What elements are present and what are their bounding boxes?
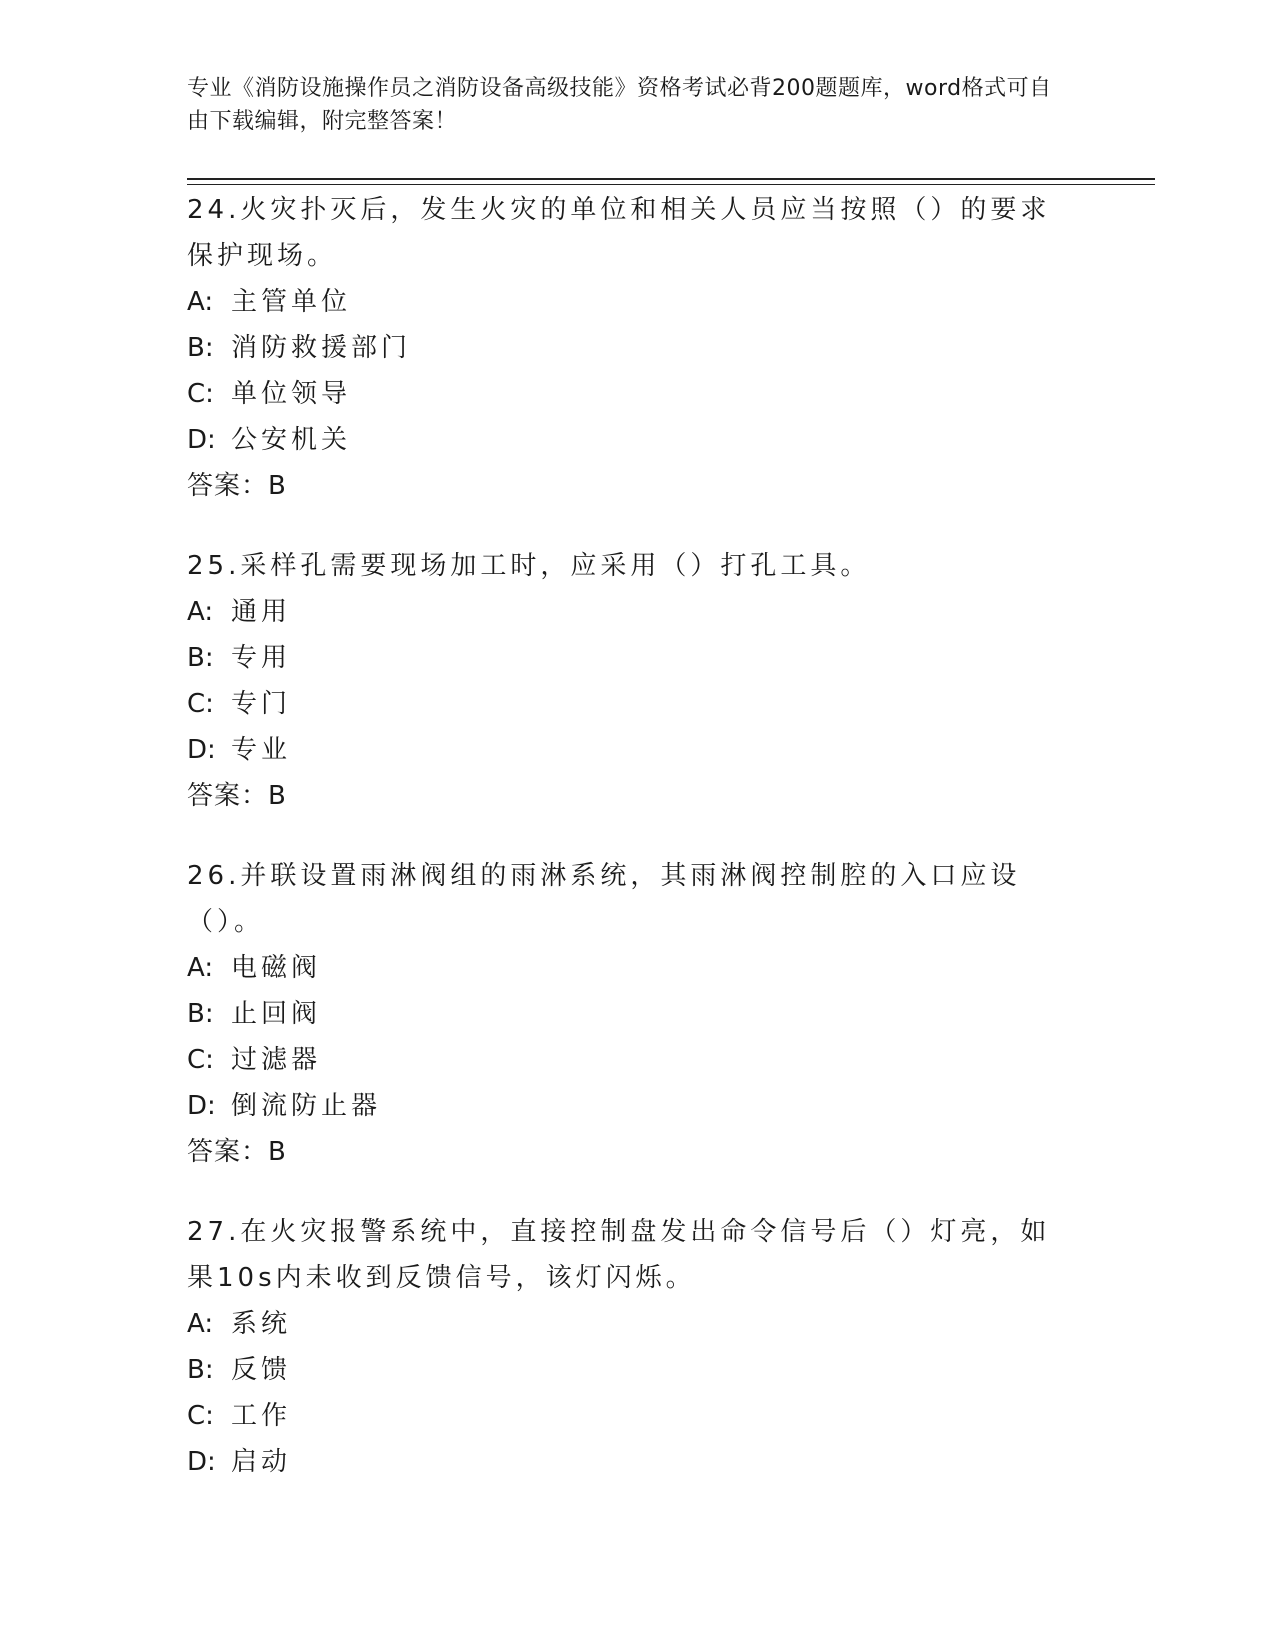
- option-label: D:: [187, 1091, 216, 1121]
- option-text: 反馈: [231, 1355, 292, 1385]
- option-label: A:: [187, 953, 214, 983]
- question-24: [187, 187, 1087, 509]
- document-header: 专业《消防设施操作员之消防设备高级技能》资格考试必背200题题库，word格式可自由下载编辑，附完整答案！: [187, 76, 1052, 134]
- question-stem: 25.采样孔需要现场加工时，应采用（）打孔工具。: [187, 551, 871, 581]
- option-d: [187, 727, 1087, 773]
- option-a: [187, 945, 1087, 991]
- question-stem: 26.并联设置雨淋阀组的雨淋系统，其雨淋阀控制腔的入口应设（）。: [187, 861, 1021, 937]
- option-label: B:: [187, 333, 214, 363]
- answer-line: 答案：B: [187, 781, 287, 811]
- option-text: 系统: [231, 1309, 292, 1339]
- option-b: [187, 1347, 1087, 1393]
- option-b: [187, 325, 1087, 371]
- question-stem: 27.在火灾报警系统中，直接控制盘发出命令信号后（）灯亮，如果10s内未收到反馈信号，该灯闪烁。: [187, 1217, 1051, 1293]
- option-d: [187, 1083, 1087, 1129]
- option-label: C:: [187, 379, 214, 409]
- option-label: A:: [187, 1309, 214, 1339]
- option-text: 专用: [231, 643, 292, 673]
- option-text: 专业: [231, 735, 292, 765]
- option-label: D:: [187, 425, 216, 455]
- option-text: 消防救援部门: [231, 333, 412, 363]
- option-text: 单位领导: [231, 379, 352, 409]
- answer-line: 答案：B: [187, 471, 287, 501]
- option-text: 工作: [231, 1401, 292, 1431]
- option-d: [187, 1439, 1087, 1485]
- option-text: 启动: [231, 1447, 292, 1477]
- option-a: [187, 279, 1087, 325]
- option-label: B:: [187, 1355, 214, 1385]
- answer-line: 答案：B: [187, 1137, 287, 1167]
- option-text: 电磁阀: [231, 953, 322, 983]
- option-label: D:: [187, 735, 216, 765]
- header-divider-thin: [187, 184, 1155, 185]
- option-c: [187, 1393, 1087, 1439]
- option-text: 通用: [231, 597, 292, 627]
- option-text: 专门: [231, 689, 292, 719]
- option-text: 公安机关: [231, 425, 352, 455]
- option-label: A:: [187, 597, 214, 627]
- option-label: A:: [187, 287, 214, 317]
- option-a: [187, 589, 1087, 635]
- option-a: [187, 1301, 1087, 1347]
- option-c: [187, 371, 1087, 417]
- question-list: [187, 187, 1087, 1519]
- option-label: C:: [187, 689, 214, 719]
- option-text: 止回阀: [231, 999, 322, 1029]
- option-label: D:: [187, 1447, 216, 1477]
- question-26: [187, 853, 1087, 1175]
- option-c: [187, 1037, 1087, 1083]
- option-d: [187, 417, 1087, 463]
- option-b: [187, 991, 1087, 1037]
- option-text: 主管单位: [231, 287, 352, 317]
- option-text: 倒流防止器: [231, 1091, 382, 1121]
- option-b: [187, 635, 1087, 681]
- option-text: 过滤器: [231, 1045, 322, 1075]
- question-25: [187, 543, 1087, 819]
- option-label: C:: [187, 1045, 214, 1075]
- question-stem: 24.火灾扑灭后，发生火灾的单位和相关人员应当按照（）的要求保护现场。: [187, 195, 1051, 271]
- option-label: B:: [187, 643, 214, 673]
- option-label: C:: [187, 1401, 214, 1431]
- header-divider-thick: [187, 178, 1155, 180]
- option-label: B:: [187, 999, 214, 1029]
- question-27: [187, 1209, 1087, 1485]
- option-c: [187, 681, 1087, 727]
